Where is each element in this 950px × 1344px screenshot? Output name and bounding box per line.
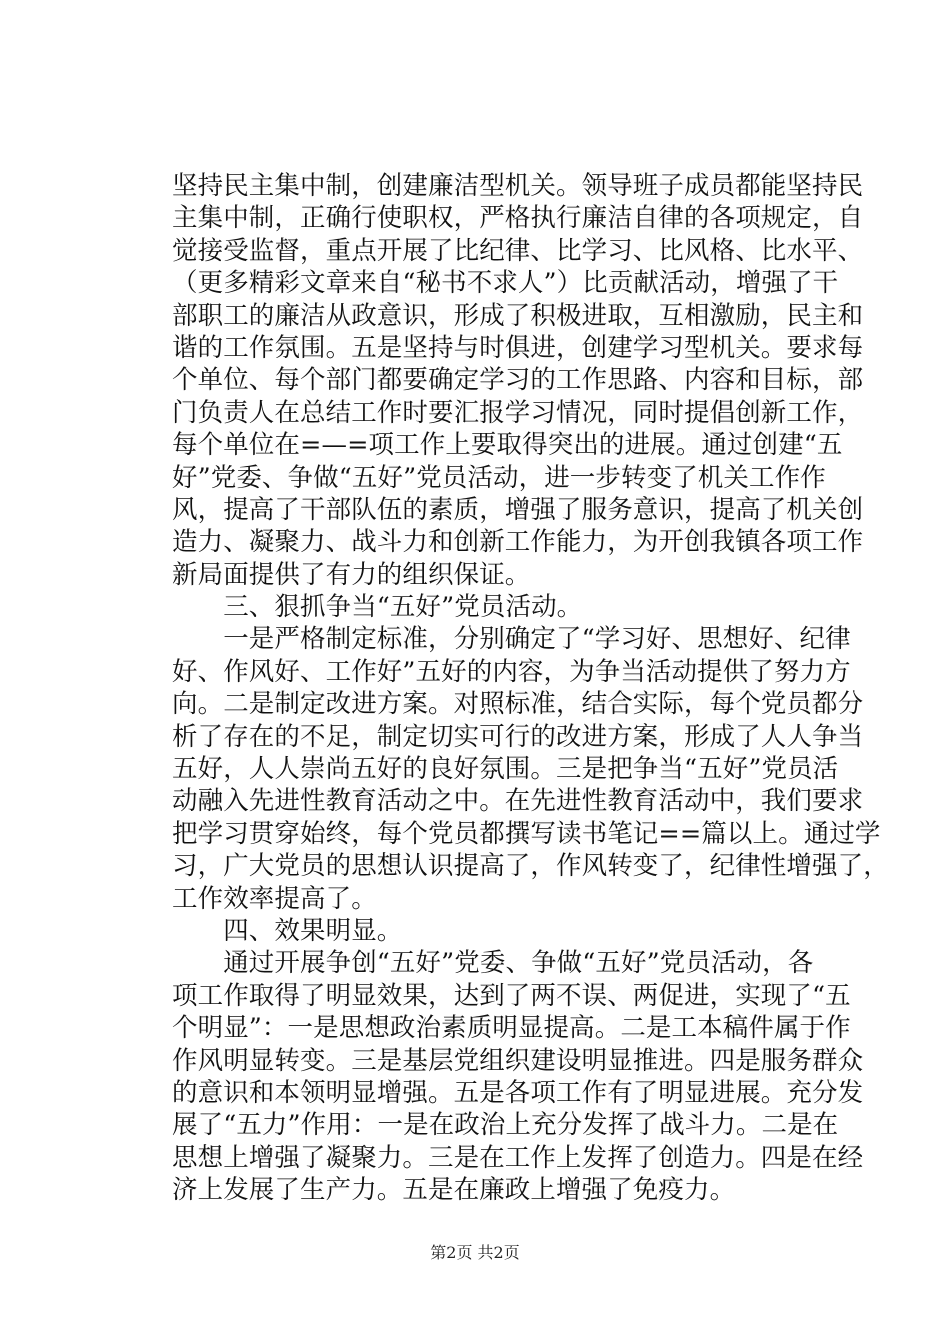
text-line: 向。二是制定改进方案。对照标准，结合实际，每个党员都分 xyxy=(172,689,864,720)
text-line: 造力、凝聚力、战斗力和创新工作能力，为开创我镇各项工作 xyxy=(172,527,864,558)
text-line: 个单位、每个部门都要确定学习的工作思路、内容和目标，部 xyxy=(172,365,864,396)
text-line: 思想上增强了凝聚力。三是在工作上发挥了创造力。四是在经 xyxy=(172,1142,864,1173)
text-line: 习，广大党员的思想认识提高了，作风转变了，纪律性增强了， xyxy=(172,851,889,882)
text-line: 把学习贯穿始终，每个党员都撰写读书笔记==篇以上。通过学 xyxy=(172,818,881,849)
text-line: 五好，人人崇尚五好的良好氛围。三是把争当“五好”党员活 xyxy=(172,754,839,785)
section-heading: 四、效果明显。 xyxy=(172,915,403,946)
page-number-footer: 第2页 共2页 xyxy=(430,1243,520,1262)
text-line: 坚持民主集中制，创建廉洁型机关。领导班子成员都能坚持民 xyxy=(172,171,864,201)
text-line: 风，提高了干部队伍的素质，增强了服务意识，提高了机关创 xyxy=(172,494,864,525)
text-line: 觉接受监督，重点开展了比纪律、比学习、比风格、比水平、 xyxy=(172,235,864,266)
text-line: 部职工的廉洁从政意识，形成了积极进取，互相激励，民主和 xyxy=(172,300,864,331)
text-line: 新局面提供了有力的组织保证。 xyxy=(172,559,531,590)
document-body xyxy=(172,170,889,1207)
text-line: 一是严格制定标准，分别确定了“学习好、思想好、纪律 xyxy=(172,624,851,655)
text-line: 动融入先进性教育活动之中。在先进性教育活动中，我们要求 xyxy=(172,786,864,817)
section-heading: 三、狠抓争当“五好”党员活动。 xyxy=(172,592,583,623)
text-line: 好、作风好、工作好”五好的内容，为争当活动提供了努力方 xyxy=(172,656,851,687)
text-line: 主集中制，正确行使职权，严格执行廉洁自律的各项规定，自 xyxy=(172,203,864,234)
text-line: 谐的工作氛围。五是坚持与时俱进，创建学习型机关。要求每 xyxy=(172,332,864,363)
text-line: 通过开展争创“五好”党委、争做“五好”党员活动，各 xyxy=(172,948,814,979)
text-line: （更多精彩文章来自“秘书不求人”）比贡献活动，增强了干 xyxy=(172,268,839,299)
text-line: 作风明显转变。三是基层党组织建设明显推进。四是服务群众 xyxy=(172,1045,864,1076)
text-line: 每个单位在=—=项工作上要取得突出的进展。通过创建“五 xyxy=(172,430,843,461)
text-line: 门负责人在总结工作时要汇报学习情况，同时提倡创新工作， xyxy=(172,397,864,428)
text-line: 工作效率提高了。 xyxy=(172,883,377,914)
text-line: 析了存在的不足，制定切实可行的改进方案，形成了人人争当 xyxy=(172,721,864,752)
text-line: 的意识和本领明显增强。五是各项工作有了明显进展。充分发 xyxy=(172,1077,864,1108)
text-line: 项工作取得了明显效果，达到了两不误、两促进，实现了“五 xyxy=(172,980,851,1011)
text-line: 好”党委、争做“五好”党员活动，进一步转变了机关工作作 xyxy=(172,462,826,493)
text-line: 济上发展了生产力。五是在廉政上增强了免疫力。 xyxy=(172,1175,736,1206)
text-line: 个明显”：一是思想政治素质明显提高。二是工本稿件属于作 xyxy=(172,1013,851,1044)
text-line: 展了“五力”作用：一是在政治上充分发挥了战斗力。二是在 xyxy=(172,1110,839,1141)
